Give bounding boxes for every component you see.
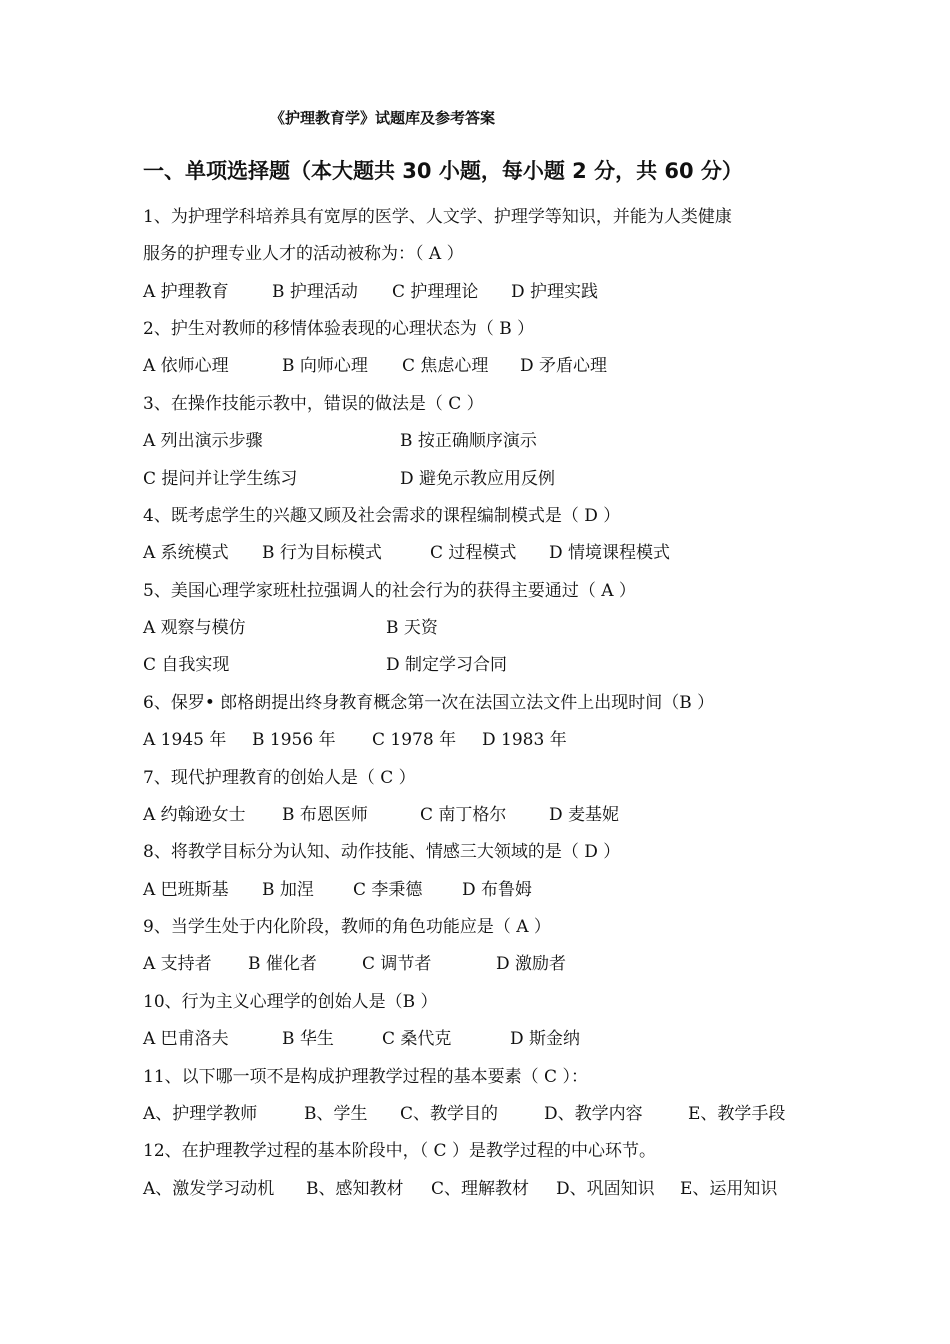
question-12-option-d: D、巩固知识: [556, 1179, 655, 1199]
question-7-option-a: A 约翰逊女士: [143, 805, 246, 825]
question-4-option-a: A 系统模式: [143, 543, 229, 563]
question-10-option-c: C 桑代克: [382, 1029, 452, 1049]
question-10-option-b: B 华生: [282, 1029, 334, 1049]
question-8-option-d: D 布鲁姆: [462, 880, 533, 900]
question-8-option-a: A 巴班斯基: [143, 880, 229, 900]
question-5-option-a: A 观察与模仿: [143, 618, 246, 638]
question-5-stem: 5、美国心理学家班杜拉强调人的社会行为的获得主要通过（ A ）: [143, 581, 636, 601]
question-1-stem-line-1: 1、为护理学科培养具有宽厚的医学、人文学、护理学等知识，并能为人类健康: [143, 207, 732, 227]
question-7-option-d: D 麦基妮: [549, 805, 620, 825]
question-4-option-d: D 情境课程模式: [549, 543, 671, 563]
question-7-option-c: C 南丁格尔: [420, 805, 507, 825]
question-9-option-c: C 调节者: [362, 954, 432, 974]
question-8-stem: 8、将教学目标分为认知、动作技能、情感三大领域的是（ D ）: [143, 842, 621, 862]
question-3-stem: 3、在操作技能示教中，错误的做法是（ C ）: [143, 394, 484, 414]
question-6-stem: 6、保罗• 郎格朗提出终身教育概念第一次在法国立法文件上出现时间（B ）: [143, 693, 715, 713]
question-4-stem: 4、既考虑学生的兴趣又顾及社会需求的课程编制模式是（ D ）: [143, 506, 621, 526]
question-2-option-d: D 矛盾心理: [520, 356, 608, 376]
question-1-option-d: D 护理实践: [511, 282, 599, 302]
question-3-option-c: C 提问并让学生练习: [143, 469, 298, 489]
question-6-option-c: C 1978 年: [372, 730, 457, 750]
question-9-option-a: A 支持者: [143, 954, 212, 974]
question-3-option-d: D 避免示教应用反例: [400, 469, 556, 489]
question-8-option-c: C 李秉德: [353, 880, 423, 900]
question-7-stem: 7、现代护理教育的创始人是（ C ）: [143, 768, 416, 788]
document-title: 《护理教育学》试题库及参考答案: [270, 109, 496, 127]
question-9-option-b: B 催化者: [248, 954, 317, 974]
question-6-option-d: D 1983 年: [482, 730, 567, 750]
question-12-stem: 12、在护理教学过程的基本阶段中，（ C ）是教学过程的中心环节。: [143, 1141, 656, 1161]
question-6-option-b: B 1956 年: [252, 730, 336, 750]
question-12-option-b: B、感知教材: [306, 1179, 404, 1199]
question-5-option-b: B 天资: [386, 618, 438, 638]
question-5-option-c: C 自我实现: [143, 655, 230, 675]
question-11-option-b: B、学生: [304, 1104, 368, 1124]
question-1-option-a: A 护理教育: [143, 282, 229, 302]
question-10-stem: 10、行为主义心理学的创始人是（B ）: [143, 992, 438, 1012]
question-11-option-e: E、教学手段: [688, 1104, 786, 1124]
question-12-option-c: C、理解教材: [431, 1179, 530, 1199]
question-4-option-b: B 行为目标模式: [262, 543, 382, 563]
question-10-option-a: A 巴甫洛夫: [143, 1029, 229, 1049]
question-12-option-e: E、运用知识: [680, 1179, 778, 1199]
question-3-option-a: A 列出演示步骤: [143, 431, 263, 451]
question-6-option-a: A 1945 年: [143, 730, 227, 750]
question-7-option-b: B 布恩医师: [282, 805, 368, 825]
question-5-option-d: D 制定学习合同: [386, 655, 508, 675]
question-2-option-b: B 向师心理: [282, 356, 368, 376]
question-1-option-b: B 护理活动: [272, 282, 358, 302]
question-10-option-d: D 斯金纳: [510, 1029, 581, 1049]
question-8-option-b: B 加涅: [262, 880, 314, 900]
question-12-option-a: A、激发学习动机: [143, 1179, 275, 1199]
question-9-stem: 9、当学生处于内化阶段，教师的角色功能应是（ A ）: [143, 917, 551, 937]
question-1-option-c: C 护理理论: [392, 282, 479, 302]
question-9-option-d: D 激励者: [496, 954, 567, 974]
question-2-stem: 2、护生对教师的移情体验表现的心理状态为（ B ）: [143, 319, 535, 339]
section-heading: 一、单项选择题（本大题共 30 小题，每小题 2 分，共 60 分）: [143, 159, 743, 183]
question-4-option-c: C 过程模式: [430, 543, 517, 563]
question-11-option-d: D、教学内容: [544, 1104, 643, 1124]
question-2-option-a: A 依师心理: [143, 356, 229, 376]
question-11-option-a: A、护理学教师: [143, 1104, 258, 1124]
question-3-option-b: B 按正确顺序演示: [400, 431, 537, 451]
question-11-option-c: C、教学目的: [400, 1104, 499, 1124]
question-1-stem-line-2: 服务的护理专业人才的活动被称为：（ A ）: [143, 244, 464, 264]
question-11-stem: 11、以下哪一项不是构成护理教学过程的基本要素（ C ）：: [143, 1067, 588, 1087]
question-2-option-c: C 焦虑心理: [402, 356, 489, 376]
